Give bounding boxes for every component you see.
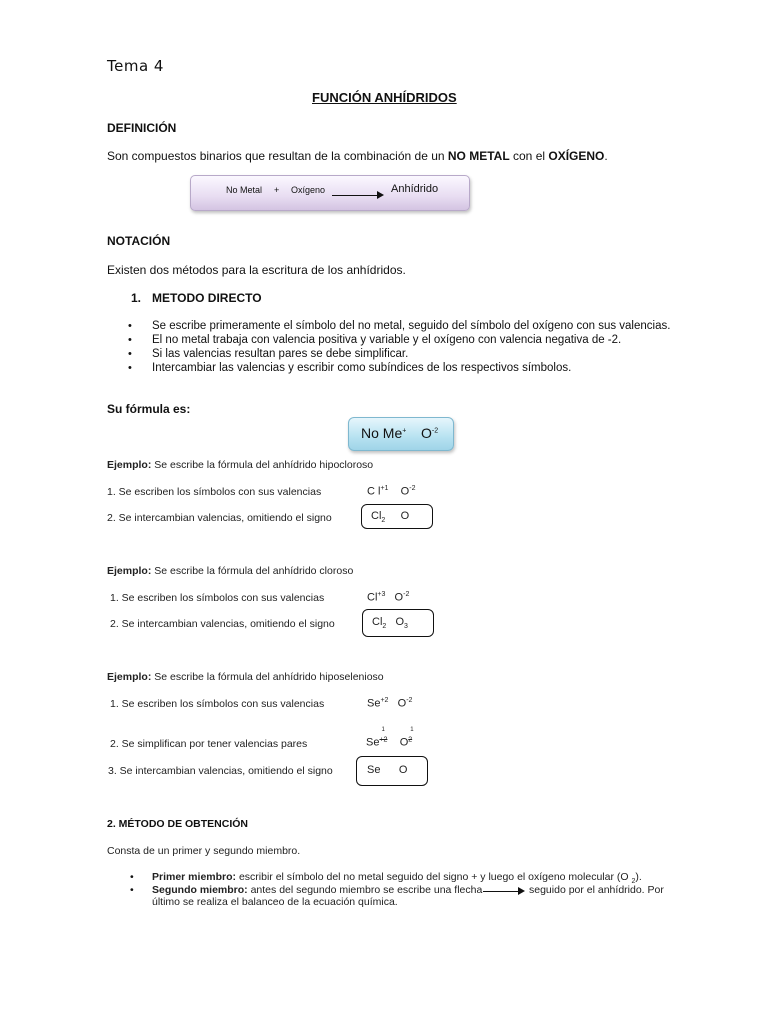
schema-result: Anhídrido	[391, 183, 439, 195]
list-item: • Intercambiar las valencias y escribir como subíndices de los respectivos símbolos.	[128, 362, 572, 374]
ejemplo-1-step2: 2. Se intercambian valencias, omitiendo el signo	[107, 512, 332, 524]
formula-label: Su fórmula es:	[107, 402, 191, 416]
definicion-heading: DEFINICIÓN	[107, 121, 177, 135]
page-title: FUNCIÓN ANHÍDRIDOS	[312, 90, 457, 105]
ejemplo-3-answer: Se O	[367, 764, 408, 776]
metodo-title: METODO DIRECTO	[152, 291, 262, 305]
formula-o: $O^{-2}$	[421, 425, 439, 441]
bullet-icon: •	[130, 871, 134, 883]
ejemplo-2-title: Ejemplo: Se escribe la fórmula del anhídrido cloroso	[107, 565, 354, 577]
notacion-heading: NOTACIÓN	[107, 234, 171, 248]
arrow-head-icon	[518, 887, 525, 895]
ejemplo-2-answer: $Cl_2$ $O_3$	[372, 616, 408, 631]
bullet-icon: •	[128, 348, 132, 360]
list-item: • El no metal trabaja con valencia positiva y variable y el oxígeno con valencia negativa de -2.	[128, 334, 622, 346]
ejemplo-2-answer-box	[362, 609, 434, 637]
obtencion-b2: Segundo miembro: antes del segundo miembro se escribe una flecha	[152, 884, 483, 896]
bullet-icon: •	[128, 362, 132, 374]
ejemplo-1-answer-box	[361, 504, 433, 529]
bullet-icon: •	[128, 334, 132, 346]
ejemplo-1-title: Ejemplo: Se escribe la fórmula del anhídrido hipocloroso	[107, 459, 374, 471]
ejemplo-1-step1-values: C $l^{+1}$ $O^{-2}$	[367, 485, 416, 498]
list-item: • Si las valencias resultan pares se debe simplificar.	[128, 348, 409, 360]
notacion-intro: Existen dos métodos para la escritura de los anhídridos.	[107, 263, 406, 277]
arrow-icon	[483, 891, 519, 892]
ejemplo-1-answer: $Cl_2$ O	[371, 510, 410, 525]
obtencion-b1: Primer miembro: escribir el símbolo del no metal seguido del signo + y luego el oxígeno molecular (O $_2$).	[152, 871, 642, 886]
reaction-schema-box	[190, 175, 470, 211]
ejemplo-3-title: Ejemplo: Se escribe la fórmula del anhídrido hiposelenioso	[107, 671, 384, 683]
tema-label: Tema 4	[107, 57, 164, 75]
ejemplo-3-step1-values: $Se^{+2}$ $O^{-2}$	[367, 697, 413, 710]
ejemplo-3-step2-values: $Se^{+2}$ 1 $O^2$ 1	[366, 726, 414, 749]
formula-box	[348, 417, 454, 451]
obtencion-b2-cont: seguido por el anhídrido. Por	[529, 884, 664, 896]
obtencion-b2-cont2: último se realiza el balanceo de la ecuación química.	[152, 896, 398, 908]
definicion-text: Son compuestos binarios que resultan de la combinación de un NO METAL con el OXÍGENO.	[107, 149, 608, 163]
ejemplo-3-answer-box	[356, 756, 428, 786]
arrow-head-icon	[377, 191, 384, 199]
ejemplo-2-step1: 1. Se escriben los símbolos con sus valencias	[110, 592, 325, 604]
metodo-bullets	[106, 319, 670, 375]
ejemplo-3-step2: 2. Se simplifican por tener valencias pares	[110, 738, 308, 750]
arrow-icon	[332, 195, 378, 196]
metodo-number: 1.	[131, 291, 142, 305]
schema-no-metal: No Metal	[226, 185, 263, 195]
formula-nome: No Me+	[361, 425, 407, 441]
obtencion-heading: 2. MÉTODO DE OBTENCIÓN	[107, 818, 248, 830]
bullet-icon: •	[128, 320, 132, 332]
obtencion-intro: Consta de un primer y segundo miembro.	[107, 845, 301, 857]
schema-oxigeno: Oxígeno	[291, 185, 326, 195]
list-item: • Se escribe primeramente el símbolo del no metal, seguido del símbolo del oxígeno con sus valencias.	[128, 320, 671, 332]
ejemplo-1-step1: 1. Se escriben los símbolos con sus valencias	[107, 486, 322, 498]
ejemplo-2-step1-values: $Cl^{+3}$ $O^{-2}$	[367, 591, 410, 604]
ejemplo-3-step1: 1. Se escriben los símbolos con sus valencias	[110, 698, 325, 710]
bullet-icon: •	[130, 884, 134, 896]
ejemplo-3-step3: 3. Se intercambian valencias, omitiendo el signo	[108, 765, 333, 777]
schema-plus: +	[274, 185, 280, 195]
ejemplo-2-step2: 2. Se intercambian valencias, omitiendo el signo	[110, 618, 335, 630]
